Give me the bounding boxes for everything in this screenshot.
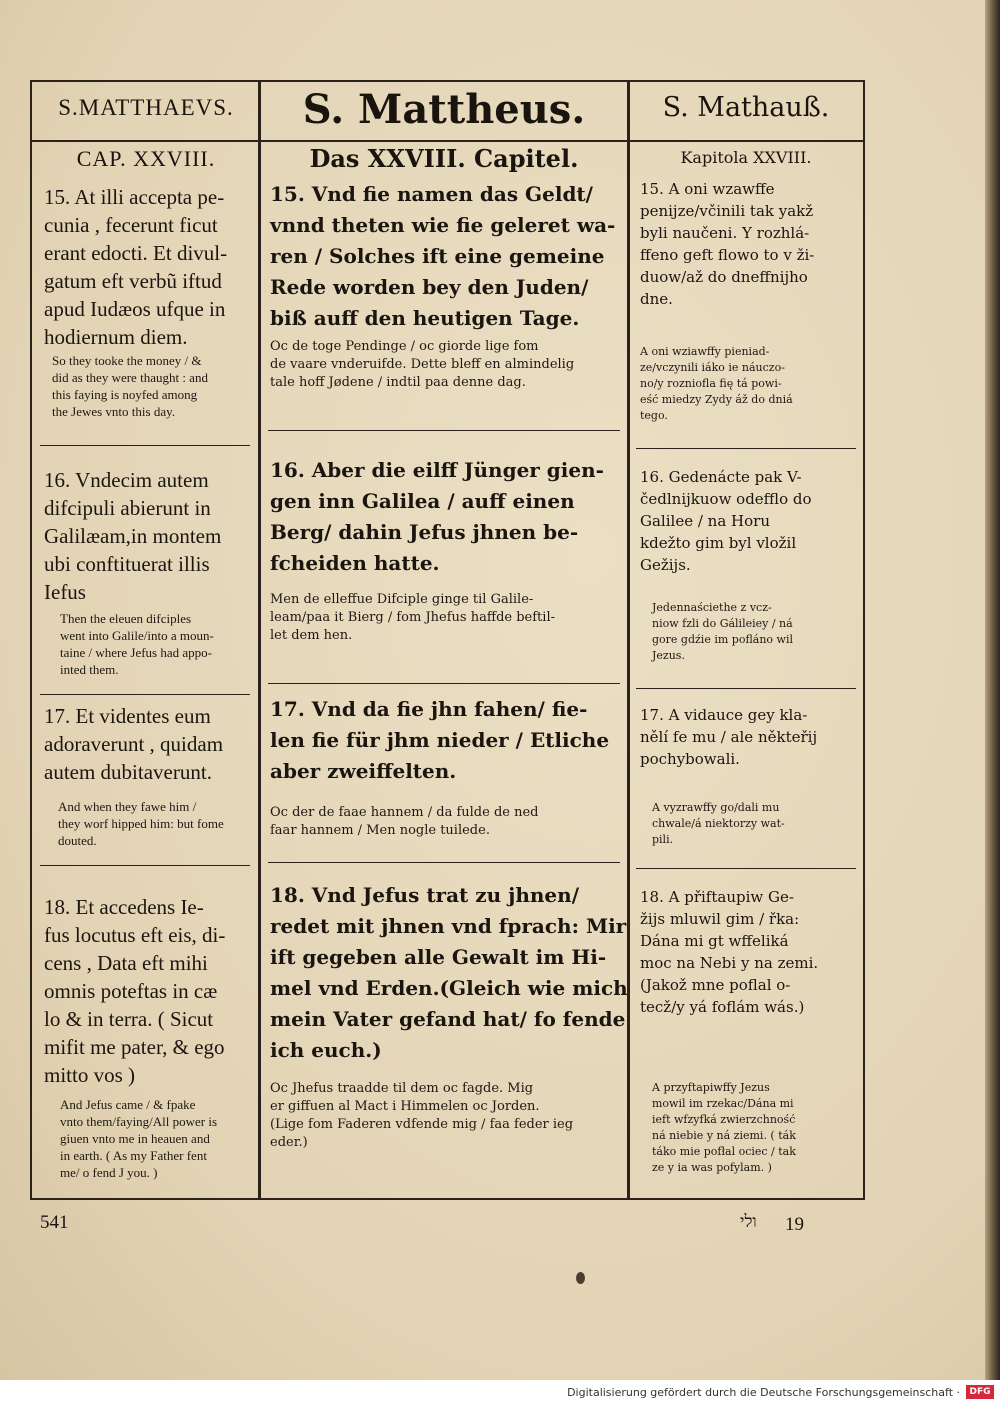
verse-17-polish: A vyzrawffy go/dali mu chwale/á niektorzy wat- pili. <box>652 801 785 846</box>
verse-16-danish: Men de elleffue Difciple ginge til Galile- leam/paa it Bierg / fom Jhefus haffde beftil- let dem hen. <box>270 592 555 643</box>
verse-15-english: So they tooke the money / & did as they were thaught : and this faying is noyfed among the Jewes vnto this day. <box>52 353 208 419</box>
right-border <box>863 80 865 1200</box>
verse-18-czech: 18. A přiftaupiw Ge- žijs mluwil gim / řka: Dána mi gt wffeliká moc na Nebi y na zemi. (Jakož mne poflal o- tecž/y yá foflám wás.) <box>640 888 819 1016</box>
header-german: S. Mattheus. <box>302 86 586 133</box>
signature-mark: 19 <box>785 1214 804 1235</box>
ink-spot <box>576 1272 585 1284</box>
divider-1 <box>258 80 261 1200</box>
verse-17-czech: 17. A vidauce gey kla- nělí fe mu / ale někteřij pochybowali. <box>640 706 818 768</box>
hebrew-mark: ולי <box>740 1212 757 1231</box>
verse-15-danish: Oc de toge Pendinge / oc giorde lige fom de vaare vnderuifde. Dette bleff en almindelig tale hoff Jødene / indtil paa denne dag. <box>270 339 575 390</box>
separator <box>268 683 620 684</box>
page-number: 541 <box>40 1212 69 1233</box>
dfg-logo: DFG <box>966 1385 994 1399</box>
top-rule <box>30 80 865 82</box>
separator <box>40 445 250 446</box>
chapter-latin: CAP. XXVIII. <box>76 146 216 171</box>
header-latin: S.MATTHAEVS. <box>58 95 234 120</box>
verse-18-polish: A przyftapiwffy Jezus mowil im rzekac/Dána mi ieft wfzyfká zwierzchność ná niebie y ná ziemi. ( ták táko mie pofłal ociec / tak ze y ia was pofylam. ) <box>652 1081 796 1174</box>
verse-16-czech: 16. Gedenácte pak V- čedlnijkuow odefflo do Galilee / na Horu kdežto gim byl vložil Gežijs. <box>640 468 812 574</box>
left-border <box>30 80 32 1200</box>
header-czech: S. Mathauß. <box>662 92 830 123</box>
verse-18-german: 18. Vnd Jefus trat zu jhnen/ redet mit jhnen vnd fprach: Mir ift gegeben alle Gewalt im Hi- mel vnd Erden.(Gleich wie mich mein Vater gefand hat/ fo fende ich euch.) <box>270 883 628 1062</box>
verse-15-czech: 15. A oni wzawffe penijze/včinili tak yakž byli naučeni. Y rozhlá- ffeno geft flowo to v ži- duow/až do dneffnijho dne. <box>640 180 815 308</box>
digitization-credit: Digitalisierung gefördert durch die Deutsche Forschungsgemeinschaft · <box>567 1386 960 1399</box>
verse-16-polish: Jedennaściethe z vcz- niow fzli do Gálileiey / ná gore gdźie im pofláno wil Jezus. <box>652 601 793 662</box>
verse-15-german: 15. Vnd fie namen das Geldt/ vnnd theten wie fie geleret wa- ren / Solches ift eine gemeine Rede worden bey den Juden/ biß auff den heutigen Tage. <box>270 182 616 330</box>
verse-16-latin: 16. Vndecim autem difcipuli abierunt in Galilæam,in montem ubi conftituerat illis Iefus <box>44 468 222 604</box>
verse-16-english: Then the eleuen difciples went into Galile/into a moun- taine / where Jefus had appo- inted them. <box>60 611 214 677</box>
verse-15-latin: 15. At illi accepta pe- cunia , fecerunt ficut erant edocti. Et divul- gatum eft verbũ iftud apud Iudæos ufque in hodiernum diem. <box>44 185 228 349</box>
verse-18-latin: 18. Et accedens Ie- fus locutus eft eis, di- cens , Data eft mihi omnis poteftas in cæ lo & in terra. ( Sicut mifit me pater, & ego mitto vos ) <box>44 895 226 1087</box>
separator <box>636 448 856 449</box>
separator <box>636 868 856 869</box>
verse-18-english: And Jefus came / & fpake vnto them/faying/All power is giuen vnto me in heauen and in earth. ( As my Father fent me/ o fend J you. ) <box>60 1097 218 1180</box>
verse-17-english: And when they fawe him / they worf hipped him: but fome douted. <box>58 799 224 848</box>
chapter-german: Das XXVIII. Capitel. <box>309 144 579 173</box>
verse-17-german: 17. Vnd da fie jhn fahen/ fie- len fie für jhm nieder / Etliche aber zweiffelten. <box>270 697 610 783</box>
verse-16-german: 16. Aber die eilff Jünger gien- gen inn Galilea / auff einen Berg/ dahin Jefus jhnen be- fcheiden hatte. <box>270 458 604 575</box>
verse-17-danish: Oc der de faae hannem / da fulde de ned faar hannem / Men nogle tuilede. <box>270 805 539 838</box>
page-edge <box>985 0 1000 1380</box>
header-rule <box>30 140 865 142</box>
separator <box>268 862 620 863</box>
verse-15-polish: A oni wziawffy pieniad- ze/vczynili iáko ie náuczo- no/y rozniofla fię tá powi- eść miedzy Zydy áž do dniá tego. <box>640 345 793 422</box>
separator <box>268 430 620 431</box>
separator <box>40 865 250 866</box>
verse-18-danish: Oc Jhefus traadde til dem oc fagde. Mig er giffuen al Mact i Himmelen oc Jorden. (Lige fom Faderen vdfende mig / faa feder ieg eder.) <box>270 1081 574 1150</box>
chapter-czech: Kapitola XXVIII. <box>680 148 812 167</box>
separator <box>40 694 250 695</box>
separator <box>636 688 856 689</box>
bottom-rule <box>30 1198 865 1200</box>
verse-17-latin: 17. Et videntes eum adoraverunt , quidam autem dubitaverunt. <box>44 704 224 784</box>
